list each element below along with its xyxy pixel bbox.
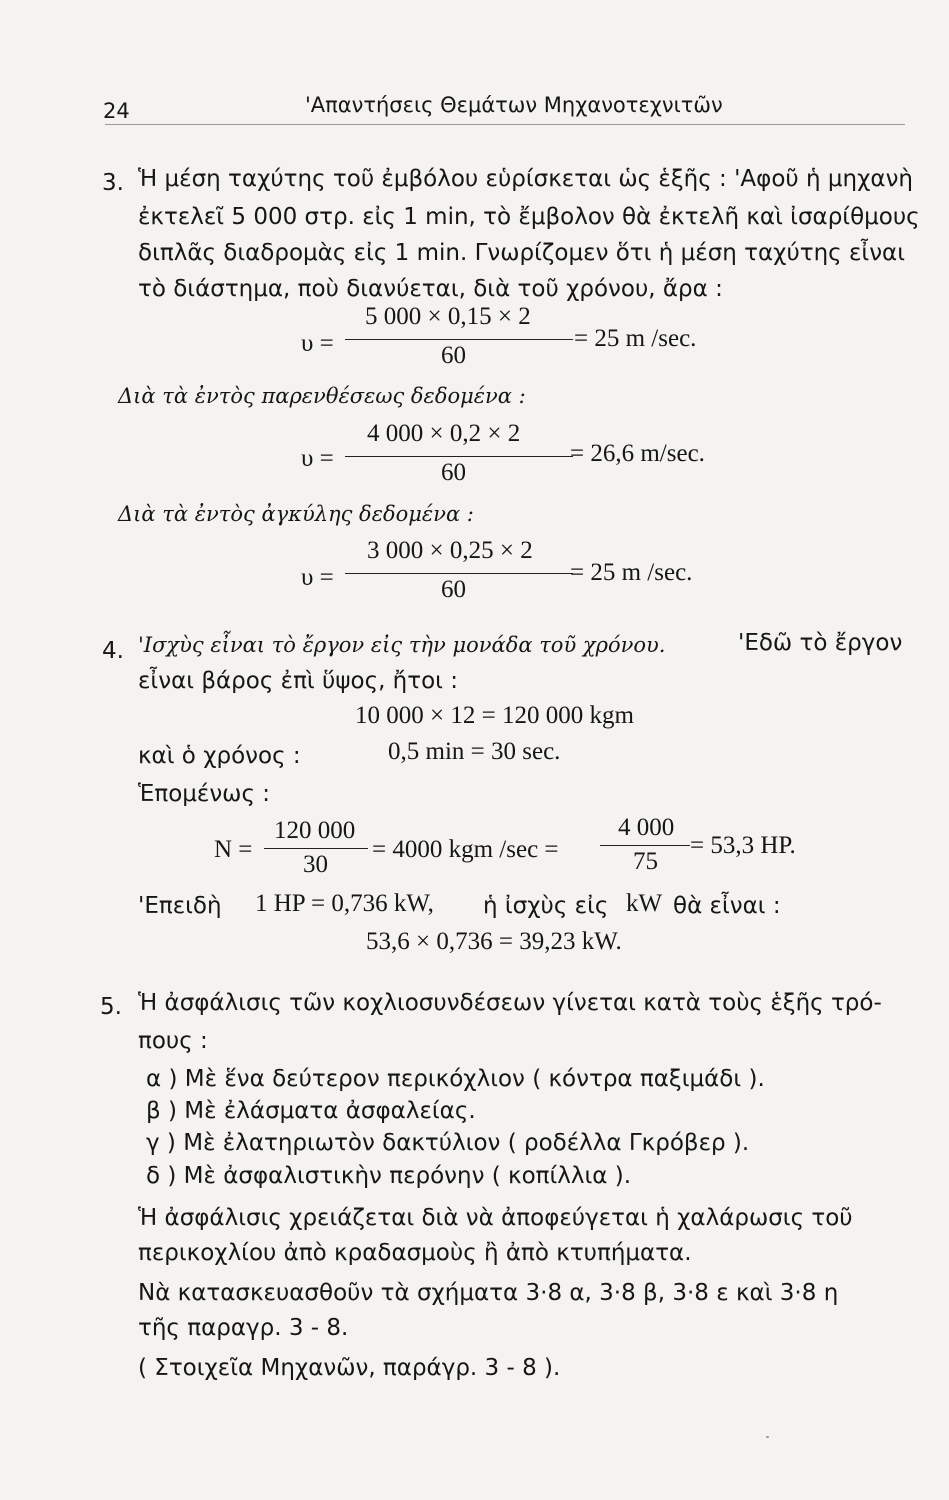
formula-2-result: = 26,6 m/sec. [570, 440, 705, 467]
formula-3-fraction-bar [345, 573, 573, 574]
work-formula: 10 000 × 12 = 120 000 kgm [355, 702, 634, 729]
time-label: καὶ ὁ χρόνος : [138, 743, 301, 769]
formula-1-lhs: υ = [301, 330, 334, 357]
item-3-subheading-2: Διὰ τὰ ἐντὸς ἀγκύλης δεδομένα : [118, 502, 474, 526]
formula-2-numerator: 4 000 × 0,2 × 2 [367, 420, 521, 447]
item-5-purpose-line-2: περικοχλίου ἀπὸ κραδασμοὺς ἢ ἀπὸ κτυπήματα. [138, 1240, 692, 1266]
item-4-number: 4. [102, 638, 124, 664]
formula-2-lhs: υ = [301, 445, 334, 472]
formula-1-fraction-bar [345, 339, 573, 340]
power-denominator-2: 75 [633, 848, 658, 875]
hp-conversion: 1 HP = 0,736 kW, [255, 890, 434, 917]
item-5-purpose-line-1: Ἡ ἀσφάλισις χρειάζεται διὰ νὰ ἀποφεύγεται ἡ χαλάρωσις τοῦ [138, 1205, 853, 1231]
option-d: δ ) Μὲ ἀσφαλιστικὴν περόνην ( κοπίλλια ). [146, 1163, 632, 1189]
item-3-line-3: διπλᾶς διαδρομὰς εἰς 1 min. Γνωρίζομεν ὅτι ἡ μέση ταχύτης εἶναι [138, 240, 905, 266]
item-5-figures-line-2: τῆς παραγρ. 3 - 8. [138, 1315, 349, 1341]
formula-2-denominator: 60 [441, 459, 466, 486]
item-5-number: 5. [100, 994, 122, 1020]
item-3-line-4: τὸ διάστημα, ποὺ διανύεται, διὰ τοῦ χρόνου, ἄρα : [138, 276, 723, 302]
power-result: = 53,3 HP. [690, 832, 796, 859]
option-a: α ) Μὲ ἕνα δεύτερον περικόχλιον ( κόντρα παξιμάδι ). [146, 1066, 765, 1092]
header-rule [105, 124, 905, 125]
option-b: β ) Μὲ ἐλάσματα ἀσφαλείας. [146, 1098, 476, 1124]
formula-1-result: = 25 m /sec. [574, 325, 697, 352]
formula-2-fraction-bar [345, 456, 573, 457]
formula-3-numerator: 3 000 × 0,25 × 2 [367, 537, 533, 564]
formula-3-result: = 25 m /sec. [570, 559, 693, 586]
item-5-figures-line-1: Νὰ κατασκευασθοῦν τὰ σχήματα 3·8 α, 3·8 β, 3·8 ε καὶ 3·8 η [138, 1280, 839, 1306]
item-3-number: 3. [102, 170, 124, 196]
since-end: θὰ εἶναι : [673, 893, 781, 919]
paper-speck [766, 1436, 769, 1438]
formula-3-denominator: 60 [441, 576, 466, 603]
item-5-line-1: Ἡ ἀσφάλισις τῶν κοχλιοσυνδέσεων γίνεται κατὰ τοὺς ἑξῆς τρό- [138, 990, 882, 1016]
power-lhs: N = [214, 836, 253, 863]
item-5-reference: ( Στοιχεῖα Μηχανῶν, παράγρ. 3 - 8 ). [138, 1355, 561, 1381]
item-3-subheading-1: Διὰ τὰ ἐντὸς παρενθέσεως δεδομένα : [118, 384, 526, 408]
running-title: 'Απαντήσεις Θεμάτων Μηχανοτεχνιτῶν [305, 93, 723, 117]
item-3-line-2: ἐκτελεῖ 5 000 στρ. εἰς 1 min, τὸ ἔμβολον θὰ ἐκτελῆ καὶ ἰσαρίθμους [138, 204, 920, 230]
formula-1-denominator: 60 [441, 342, 466, 369]
time-formula: 0,5 min = 30 sec. [388, 738, 561, 765]
power-middle: = 4000 kgm /sec = [372, 836, 559, 863]
since-middle: ἡ ἰσχὺς εἰς [483, 893, 609, 919]
since-label: 'Επειδὴ [138, 893, 222, 919]
since-unit: kW [626, 890, 663, 917]
power-numerator-2: 4 000 [618, 814, 675, 841]
kw-formula: 53,6 × 0,736 = 39,23 kW. [366, 928, 622, 955]
item-5-line-2: πους : [138, 1028, 208, 1054]
option-c: γ ) Μὲ ἐλατηριωτὸν δακτύλιον ( ροδέλλα Γκρόβερ ). [146, 1130, 750, 1156]
formula-1-numerator: 5 000 × 0,15 × 2 [365, 303, 531, 330]
item-4-line-1-rest: 'Εδῶ τὸ ἔργον [738, 630, 903, 656]
power-denominator-1: 30 [303, 851, 328, 878]
item-4-line-2: εἶναι βάρος ἐπὶ ὕψος, ἤτοι : [138, 668, 459, 694]
item-4-definition: 'Ισχὺς εἶναι τὸ ἔργον εἰς τὴν μονάδα τοῦ χρόνου. [138, 633, 666, 657]
power-fraction-bar-1 [264, 848, 368, 849]
formula-3-lhs: υ = [301, 564, 334, 591]
item-3-line-1: Ἡ μέση ταχύτης τοῦ ἐμβόλου εὑρίσκεται ὡς ἑξῆς : 'Αφοῦ ἡ μηχανὴ [138, 166, 914, 192]
power-numerator-1: 120 000 [274, 817, 356, 844]
power-fraction-bar-2 [600, 845, 690, 846]
page-number: 24 [103, 99, 130, 123]
item-4-hence: Ἑπομένως : [138, 781, 271, 807]
